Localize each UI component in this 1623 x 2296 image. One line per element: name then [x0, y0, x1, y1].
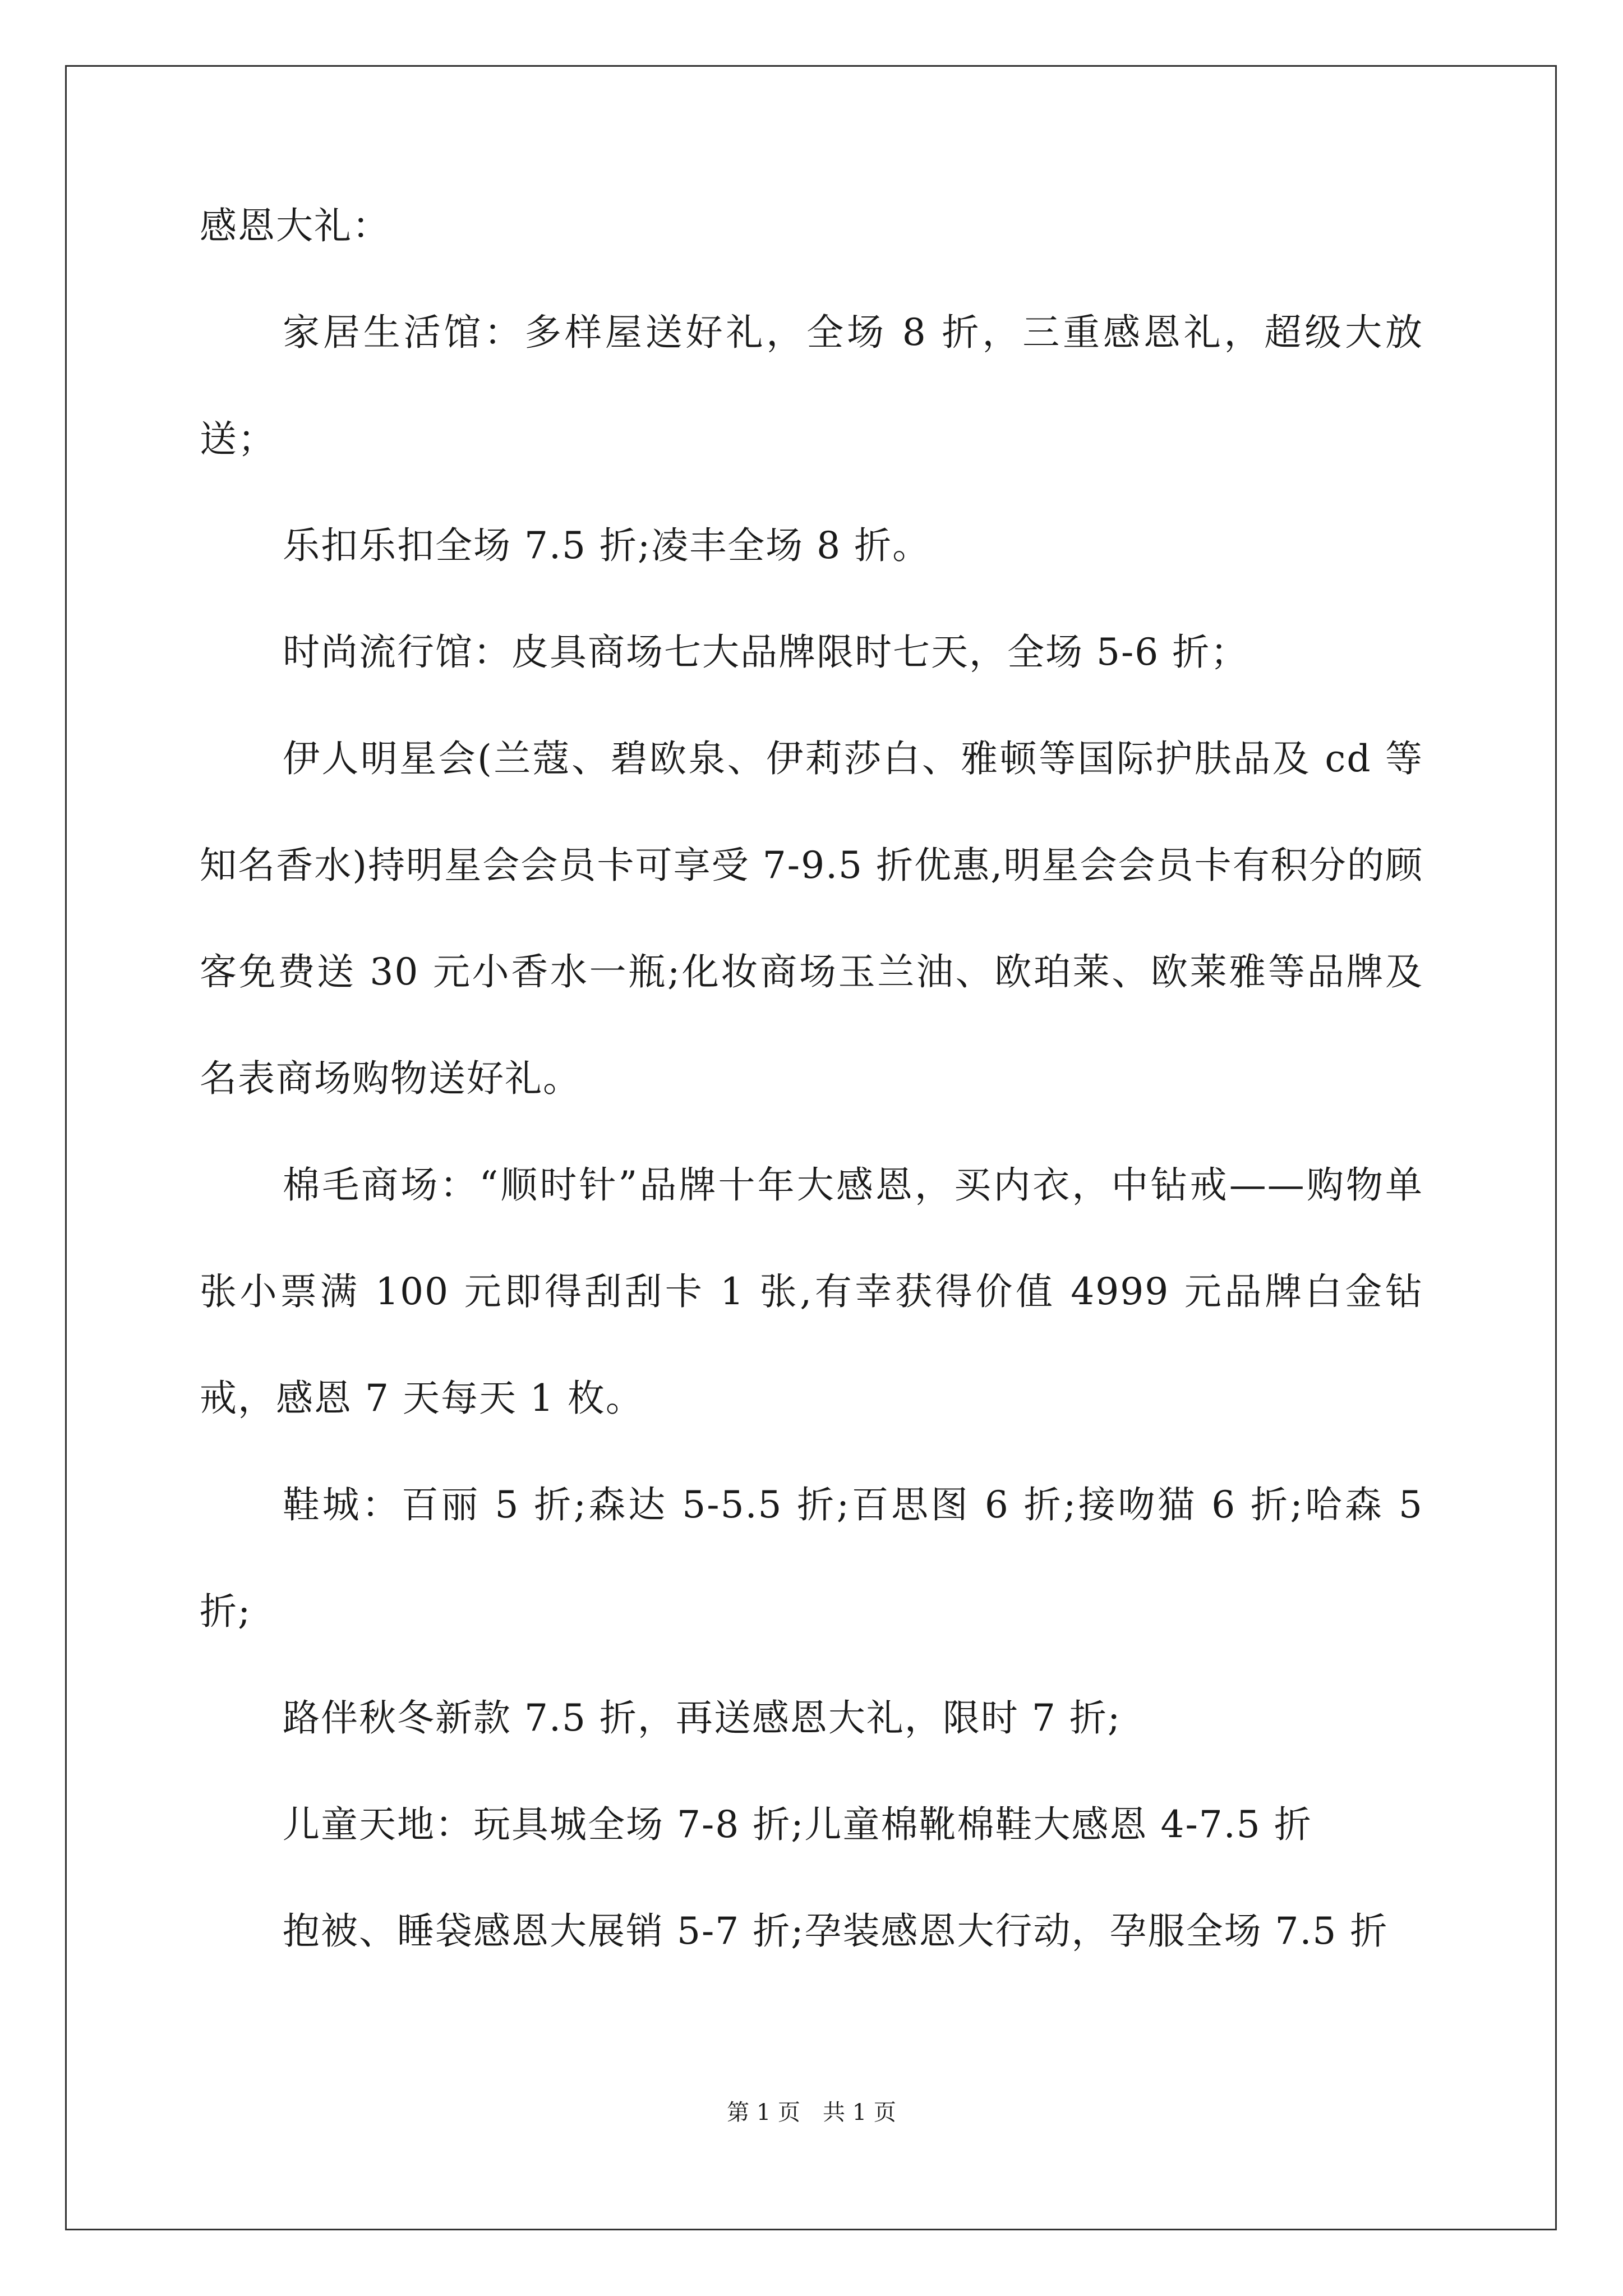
paragraph-cotton: 棉毛商场：“顺时针”品牌十年大感恩，买内衣，中钻戒——购物单张小票满 100 元即得刮刮卡 1 张,有幸获得价值 4999 元品牌白金钻戒，感恩 7 天每天 1 枚。	[200, 1163, 1423, 1420]
page-number-footer: 第 1 页 共 1 页	[727, 2100, 896, 2125]
paragraph-heading: 感恩大礼：	[200, 204, 390, 247]
paragraph-children: 儿童天地：玩具城全场 7-8 折;儿童棉靴棉鞋大感恩 4-7.5 折	[283, 1803, 1312, 1846]
paragraph-fashion: 时尚流行馆：皮具商场七大品牌限时七天，全场 5-6 折；	[283, 631, 1249, 674]
paragraph-home-living: 家居生活馆：多样屋送好礼，全场 8 折，三重感恩礼，超级大放送；	[200, 311, 1423, 461]
paragraph-cosmetics: 伊人明星会(兰蔻、碧欧泉、伊莉莎白、雅顿等国际护肤品及 cd 等知名香水)持明星会会员卡可享受 7-9.5 折优惠,明星会会员卡有积分的顾客免费送 30 元小香水一瓶;化妆商场玉兰油、欧珀莱、欧莱雅等品牌及名表商场购物送好礼。	[200, 737, 1423, 1100]
paragraph-locknlock: 乐扣乐扣全场 7.5 折;凌丰全场 8 折。	[283, 524, 931, 567]
document-body	[200, 204, 1423, 1985]
paragraph-luban: 路伴秋冬新款 7.5 折，再送感恩大礼，限时 7 折;	[283, 1696, 1122, 1740]
paragraph-maternity: 抱被、睡袋感恩大展销 5-7 折;孕装感恩大行动，孕服全场 7.5 折	[283, 1910, 1389, 1953]
paragraph-shoes: 鞋城：百丽 5 折;森达 5-5.5 折;百思图 6 折;接吻猫 6 折;哈森 5 折;	[200, 1483, 1423, 1633]
